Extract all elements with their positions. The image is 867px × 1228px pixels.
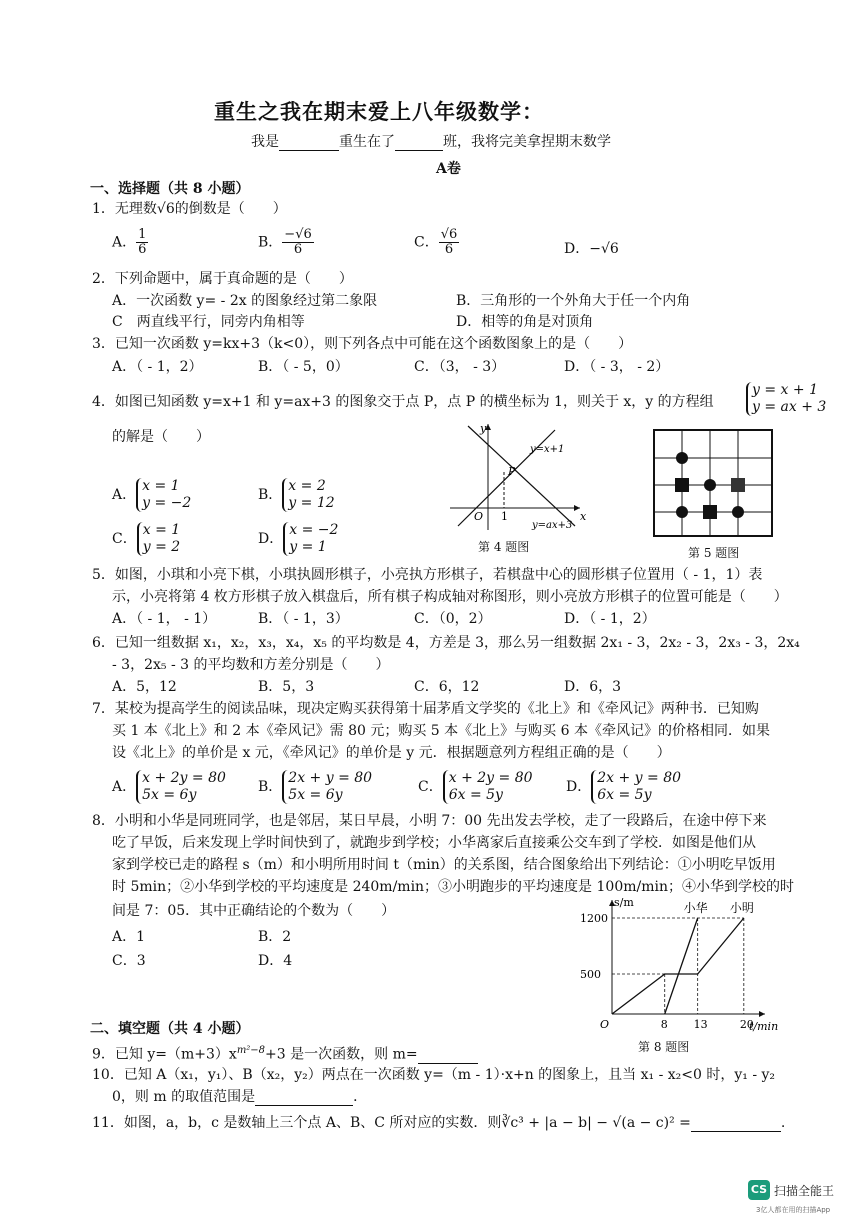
scanner-watermark	[748, 1180, 850, 1220]
q8-line2: 吃了早饭，后来发现上学时间快到了，就跑步到学校；小华离家后直接乘公交车到了学校．如图是他们从	[112, 835, 756, 851]
part2-title: 二、填空题（共 4 小题）	[90, 1021, 250, 1037]
y-tick-label: 500	[580, 968, 601, 981]
round-piece	[732, 506, 744, 518]
y-axis-label: s/m	[614, 896, 634, 909]
square-piece	[703, 505, 717, 519]
fig4-line1-label: y=x+1	[530, 444, 565, 455]
scanner-tagline: 3亿人都在用的扫描App	[756, 1206, 831, 1214]
q6-line2: - 3，2x₅ - 3 的平均数和方差分别是（ ）	[112, 657, 390, 673]
figure-5-chessboard	[652, 428, 776, 540]
q5-line2: 示，小亮将第 4 枚方形棋子放入棋盘后，所有棋子构成轴对称图形，则小亮放方形棋子的位置可能是（ ）	[112, 589, 788, 605]
round-piece	[676, 452, 688, 464]
q6-line1: 6．已知一组数据 x₁，x₂，x₃，x₄，x₅ 的平均数是 4，方差是 3，那么另一组数据 2x₁ - 3，2x₂ - 3，2x₃ - 3，2x₄	[92, 635, 800, 651]
q3-option-c: C．（3， - 3）	[414, 359, 506, 375]
square-piece	[675, 478, 689, 492]
y-tick-label: 1200	[580, 912, 608, 925]
q10-line2: 0，则 m 的取值范围是 ．	[112, 1089, 368, 1105]
q8-option-b: B．2	[258, 929, 292, 945]
q4-tail: 的解是（ ）	[112, 429, 210, 445]
q10-line1: 10．已知 A（x₁，y₁）、B（x₂，y₂）两点在一次函数 y=（m - 1）·x+n 的图象上，且当 x₁ - x₂<0 时，y₁ - y₂	[92, 1067, 776, 1083]
q6-option-a: A．5，12	[112, 679, 177, 695]
section-label: A卷	[436, 161, 461, 177]
q8-line1: 8．小明和小华是同班同学，也是邻居，某日早晨，小明 7：00 先出发去学校，走了一段路后，在途中停下来	[92, 813, 767, 829]
q8-option-a: A．1	[112, 929, 146, 945]
q3-option-d: D．（ - 3， - 2）	[564, 359, 670, 375]
square-piece	[731, 478, 745, 492]
x-tick-label: 8	[660, 1018, 668, 1031]
x-axis-label: t/min	[749, 1020, 779, 1033]
q5-option-b: B．（ - 1，3）	[258, 611, 349, 627]
q5-option-d: D．（ - 1，2）	[564, 611, 656, 627]
q11: 11．如图，a，b，c 是数轴上三个点 A、B、C 所对应的实数．则∛c³ + |a − b| − √(a − c)² = .	[92, 1115, 786, 1131]
figure-8-caption: 第 8 题图	[638, 1040, 690, 1054]
q4-option-d: D． x = −2 y = 1	[258, 522, 339, 555]
q8-option-c: C．3	[112, 953, 146, 969]
q4-stem: 4．如图已知函数 y=x+1 和 y=ax+3 的图象交于点 P，点 P 的横坐标为 1，则关于 x，y 的方程组	[92, 394, 714, 410]
figure-8-chart	[572, 896, 779, 1036]
part1-title: 一、选择题（共 8 小题）	[90, 181, 250, 197]
q8-line4: 时 5min；②小华到学校的平均速度是 240m/min；③小明跑步的平均速度是 100m/min；④小华到学校的时	[112, 879, 794, 895]
q2-option-d: D．相等的角是对顶角	[456, 314, 594, 330]
q1-stem: 1．无理数√6的倒数是（ ）	[92, 201, 287, 217]
figure-5-caption: 第 5 题图	[688, 546, 740, 560]
round-piece	[704, 479, 716, 491]
q5-option-a: A．（ - 1， - 1）	[112, 611, 217, 627]
fig4-y-label: y	[480, 422, 487, 435]
x-tick-label: 13	[693, 1018, 708, 1031]
x-tick-label: 20	[739, 1018, 754, 1031]
q7-line3: 设《北上》的单价是 x 元，《牵风记》的单价是 y 元．根据题意列方程组正确的是（ ）	[112, 745, 671, 761]
scanner-brand: 扫描全能王	[774, 1184, 835, 1198]
q4-option-b: B． x = 2 y = 12	[258, 478, 335, 511]
series-label: 小明	[729, 901, 754, 915]
q7-option-b: B． 2x + y = 80 5x = 6y	[258, 770, 373, 803]
q1-option-d: D．−√6	[564, 241, 619, 257]
q2-option-b: B．三角形的一个外角大于任一个内角	[456, 293, 691, 309]
q6-option-d: D．6，3	[564, 679, 622, 695]
page-title: 重生之我在期末爱上八年级数学：	[214, 99, 544, 124]
q4-option-a: A． x = 1 y = −2	[112, 478, 192, 511]
q2-stem: 2．下列命题中，属于真命题的是（ ）	[92, 271, 353, 287]
figure-4-graph	[440, 420, 590, 535]
series-line	[612, 918, 744, 1014]
series-label: 小华	[683, 901, 708, 915]
q7-option-a: A． x + 2y = 80 5x = 6y	[112, 770, 226, 803]
q8-line3: 家到学校已走的路程 s（m）和小明所用时间 t（min）的关系图，结合图象给出下列结论：①小明吃早饭用	[112, 857, 776, 873]
q7-option-d: D． 2x + y = 80 6x = 5y	[566, 770, 682, 803]
q2-option-c: C 两直线平行，同旁内角相等	[112, 314, 305, 330]
q1-option-a: A． $\frac{1}{6}$	[112, 227, 147, 257]
q9: 9．已知 $y=(m+3)x^{m^2-8}+3$ 是一次函数，则 m=	[92, 1042, 478, 1064]
q1-option-b: B． $\frac{-√6}{6}$	[258, 227, 312, 257]
q6-option-c: C．6，12	[414, 679, 480, 695]
series-line	[665, 918, 698, 1014]
q1-option-c: C． $\frac{√6}{6}$	[414, 227, 458, 257]
fig4-x-label: x	[580, 510, 587, 523]
q2-option-a: A．一次函数 y= - 2x 的图象经过第二象限	[112, 293, 378, 309]
q6-option-b: B．5，3	[258, 679, 315, 695]
q8-line5: 间是 7：05．其中正确结论的个数为（ ）	[112, 903, 396, 919]
q7-option-c: C． x + 2y = 80 6x = 5y	[418, 770, 533, 803]
x-tick-label: O	[600, 1018, 610, 1031]
fig4-tick-1: 1	[501, 510, 508, 523]
fig4-line2-label: y=ax+3	[532, 520, 573, 531]
x-axis-arrow	[759, 1011, 765, 1017]
q8-option-d: D．4	[258, 953, 293, 969]
q5-line1: 5．如图，小琪和小亮下棋，小琪执圆形棋子，小亮执方形棋子，若棋盘中心的圆形棋子位置用（ - 1，1）表	[92, 567, 763, 583]
q7-line2: 买 1 本《北上》和 2 本《牵风记》需 80 元；购买 5 本《北上》与购买 6 本《牵风记》的价格相同．如果	[112, 723, 770, 739]
q3-stem: 3．已知一次函数 y=kx+3（k<0），则下列各点中可能在这个函数图象上的是（ ）	[92, 336, 633, 352]
q3-option-a: A．（ - 1，2）	[112, 359, 203, 375]
q4-option-c: C． x = 1 y = 2	[112, 522, 181, 555]
header-line: 我是 重生在了 班，我将完美拿捏期末数学	[251, 134, 611, 150]
fig4-point-p: P	[508, 465, 516, 478]
q4-system: y = x + 1 y = ax + 3	[746, 382, 826, 416]
q5-option-c: C．（0，2）	[414, 611, 492, 627]
q7-line1: 7．某校为提高学生的阅读品味，现决定购买获得第十届茅盾文学奖的《北上》和《牵风记》两种书．已知购	[92, 701, 759, 717]
q3-option-b: B．（ - 5，0）	[258, 359, 349, 375]
fig4-origin-label: O	[474, 510, 484, 523]
scanner-logo-icon: CS	[748, 1180, 770, 1200]
round-piece	[676, 506, 688, 518]
figure-4-caption: 第 4 题图	[478, 540, 530, 554]
